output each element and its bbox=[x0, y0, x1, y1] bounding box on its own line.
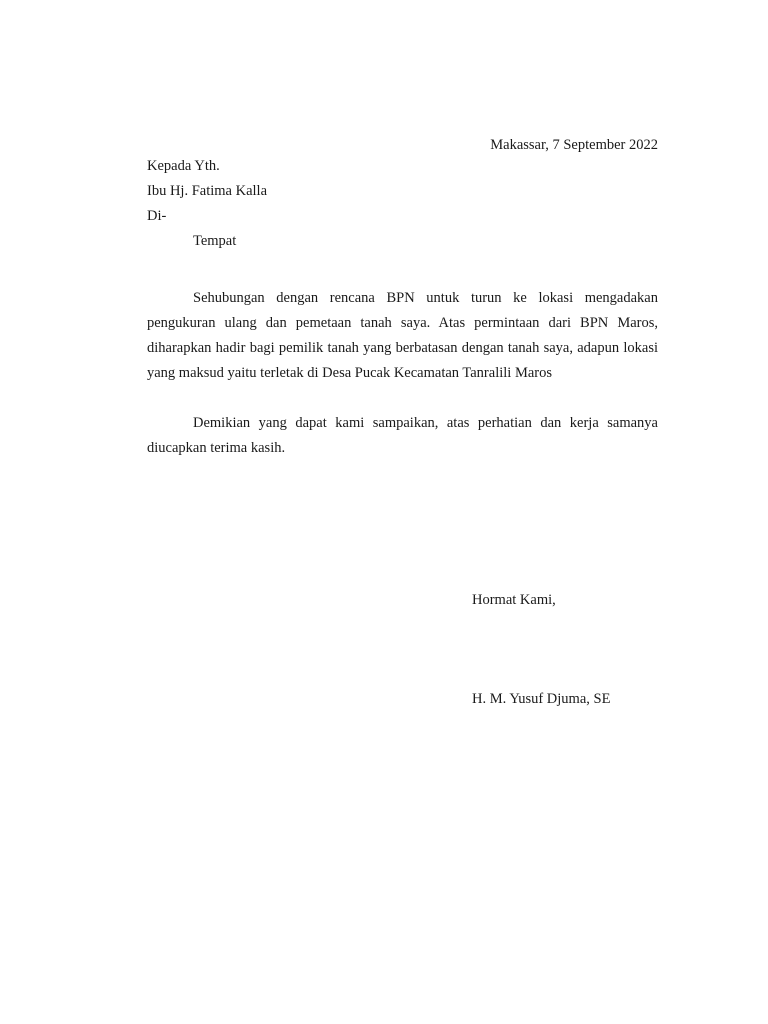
recipient-di: Di- bbox=[147, 208, 167, 224]
recipient-salutation: Kepada Yth. bbox=[147, 158, 220, 174]
recipient-place: Tempat bbox=[193, 233, 237, 249]
letter-date: Makassar, 7 September 2022 bbox=[490, 137, 658, 153]
signer-name: H. M. Yusuf Djuma, SE bbox=[472, 691, 611, 707]
body-paragraph-1: Sehubungan dengan rencana BPN untuk turun ke lokasi mengadakan pengukuran ulang dan pemetaan tanah saya. Atas permintaan dari BPN Maros, diharapkan hadir bagi pemilik tanah yang berbatasan dengan tanah saya, adapun lokasi yang maksud yaitu terletak di Desa Pucak Kecamatan Tanralili Maros bbox=[147, 290, 658, 381]
recipient-name: Ibu Hj. Fatima Kalla bbox=[147, 183, 268, 199]
body-paragraph-2: Demikian yang dapat kami sampaikan, atas perhatian dan kerja samanya diucapkan terima kasih. bbox=[147, 415, 658, 456]
recipient-block bbox=[147, 154, 267, 254]
closing-text: Hormat Kami, bbox=[472, 592, 556, 608]
